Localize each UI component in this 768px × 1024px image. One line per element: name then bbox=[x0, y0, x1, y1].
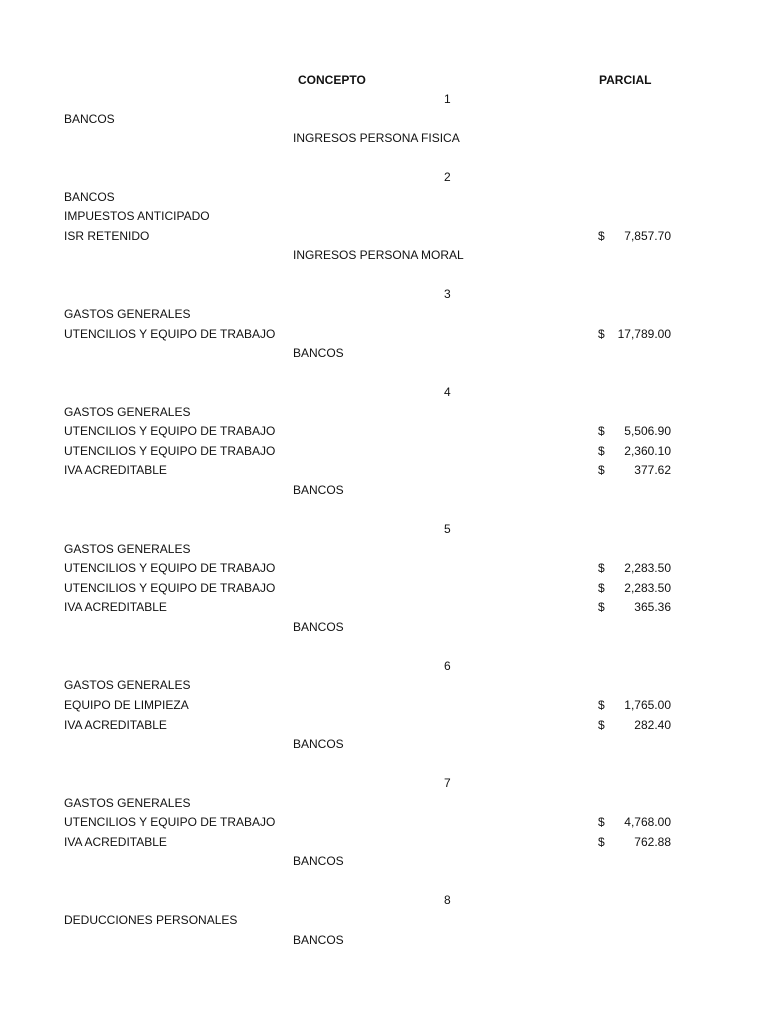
table-row bbox=[0, 833, 768, 853]
entry-number: 8 bbox=[444, 893, 451, 908]
table-row bbox=[0, 598, 768, 618]
account-name: BANCOS bbox=[64, 189, 115, 204]
account-name: UTENCILIOS Y EQUIPO DE TRABAJO bbox=[64, 326, 276, 341]
spacer-row bbox=[0, 872, 768, 892]
account-name: IVA ACREDITABLE bbox=[64, 463, 167, 478]
table-row bbox=[0, 168, 768, 188]
table-row bbox=[0, 579, 768, 599]
table-row bbox=[0, 344, 768, 364]
table-row bbox=[0, 481, 768, 501]
counter-account-name: BANCOS bbox=[293, 932, 344, 947]
currency-symbol: $ bbox=[598, 561, 605, 576]
entry-number: 5 bbox=[444, 522, 451, 537]
table-row bbox=[0, 891, 768, 911]
account-name: UTENCILIOS Y EQUIPO DE TRABAJO bbox=[64, 424, 276, 439]
amount-value: 2,283.50 bbox=[624, 561, 671, 576]
account-name: IVA ACREDITABLE bbox=[64, 600, 167, 615]
currency-symbol: $ bbox=[598, 600, 605, 615]
table-row bbox=[0, 794, 768, 814]
account-name: IMPUESTOS ANTICIPADO bbox=[64, 209, 210, 224]
account-name: UTENCILIOS Y EQUIPO DE TRABAJO bbox=[64, 580, 276, 595]
table-row bbox=[0, 325, 768, 345]
currency-symbol: $ bbox=[598, 443, 605, 458]
table-row bbox=[0, 540, 768, 560]
currency-symbol: $ bbox=[598, 580, 605, 595]
table-row bbox=[0, 813, 768, 833]
table-row bbox=[0, 383, 768, 403]
header-parcial: PARCIAL bbox=[599, 73, 652, 87]
table-row bbox=[0, 227, 768, 247]
account-name: IVA ACREDITABLE bbox=[64, 834, 167, 849]
account-name: DEDUCCIONES PERSONALES bbox=[64, 912, 238, 927]
table-row bbox=[0, 696, 768, 716]
entry-number: 4 bbox=[444, 385, 451, 400]
table-row bbox=[0, 461, 768, 481]
spacer-row bbox=[0, 149, 768, 169]
entry-number: 6 bbox=[444, 658, 451, 673]
amount-value: 17,789.00 bbox=[617, 326, 671, 341]
amount-value: 365.36 bbox=[634, 600, 671, 615]
table-row bbox=[0, 246, 768, 266]
entry-number: 1 bbox=[444, 92, 451, 106]
amount-value: 762.88 bbox=[634, 834, 671, 849]
amount-value: 2,283.50 bbox=[624, 580, 671, 595]
table-row bbox=[0, 657, 768, 677]
header-concepto: CONCEPTO bbox=[298, 73, 366, 87]
currency-symbol: $ bbox=[598, 463, 605, 478]
table-row bbox=[0, 676, 768, 696]
currency-symbol: $ bbox=[598, 697, 605, 712]
table-row bbox=[0, 852, 768, 872]
entry-number: 7 bbox=[444, 776, 451, 791]
entry-number: 2 bbox=[444, 170, 451, 185]
account-name: GASTOS GENERALES bbox=[64, 678, 191, 693]
counter-account-name: BANCOS bbox=[293, 482, 344, 497]
currency-symbol: $ bbox=[598, 717, 605, 732]
amount-value: 1,765.00 bbox=[624, 697, 671, 712]
account-name: GASTOS GENERALES bbox=[64, 795, 191, 810]
table-row bbox=[0, 774, 768, 794]
table-row bbox=[0, 716, 768, 736]
table-row bbox=[0, 90, 768, 110]
amount-value: 377.62 bbox=[634, 463, 671, 478]
amount-value: 4,768.00 bbox=[624, 815, 671, 830]
table-row bbox=[0, 207, 768, 227]
account-name: UTENCILIOS Y EQUIPO DE TRABAJO bbox=[64, 443, 276, 458]
counter-account-name: BANCOS bbox=[293, 737, 344, 752]
counter-account-name: BANCOS bbox=[293, 619, 344, 634]
entry-number: 3 bbox=[444, 287, 451, 302]
account-name: GASTOS GENERALES bbox=[64, 404, 191, 419]
table-row bbox=[0, 520, 768, 540]
counter-account-name: INGRESOS PERSONA FISICA bbox=[293, 131, 460, 146]
spacer-row bbox=[0, 755, 768, 775]
table-row bbox=[0, 403, 768, 423]
spacer-row bbox=[0, 500, 768, 520]
account-name: UTENCILIOS Y EQUIPO DE TRABAJO bbox=[64, 561, 276, 576]
spacer-row bbox=[0, 364, 768, 384]
account-name: ISR RETENIDO bbox=[64, 228, 150, 243]
table-row bbox=[0, 285, 768, 305]
amount-value: 5,506.90 bbox=[624, 424, 671, 439]
amount-value: 7,857.70 bbox=[624, 228, 671, 243]
table-row bbox=[0, 931, 768, 951]
account-name: UTENCILIOS Y EQUIPO DE TRABAJO bbox=[64, 815, 276, 830]
counter-account-name: BANCOS bbox=[293, 854, 344, 869]
table-row bbox=[0, 559, 768, 579]
account-name: GASTOS GENERALES bbox=[64, 307, 191, 322]
table-row bbox=[0, 305, 768, 325]
currency-symbol: $ bbox=[598, 424, 605, 439]
counter-account-name: INGRESOS PERSONA MORAL bbox=[293, 248, 464, 263]
account-name: EQUIPO DE LIMPIEZA bbox=[64, 697, 189, 712]
currency-symbol: $ bbox=[598, 834, 605, 849]
table-row bbox=[0, 110, 768, 130]
currency-symbol: $ bbox=[598, 815, 605, 830]
table-row bbox=[0, 735, 768, 755]
currency-symbol: $ bbox=[598, 326, 605, 341]
table-row bbox=[0, 911, 768, 931]
amount-value: 282.40 bbox=[634, 717, 671, 732]
entry-list bbox=[0, 90, 768, 950]
counter-account-name: BANCOS bbox=[293, 346, 344, 361]
spacer-row bbox=[0, 637, 768, 657]
table-row bbox=[0, 188, 768, 208]
table-row bbox=[0, 422, 768, 442]
table-row bbox=[0, 618, 768, 638]
account-name: BANCOS bbox=[64, 111, 115, 126]
account-name: GASTOS GENERALES bbox=[64, 541, 191, 556]
spacer-row bbox=[0, 266, 768, 286]
table-row bbox=[0, 129, 768, 149]
account-name: IVA ACREDITABLE bbox=[64, 717, 167, 732]
currency-symbol: $ bbox=[598, 228, 605, 243]
amount-value: 2,360.10 bbox=[624, 443, 671, 458]
table-row bbox=[0, 442, 768, 462]
